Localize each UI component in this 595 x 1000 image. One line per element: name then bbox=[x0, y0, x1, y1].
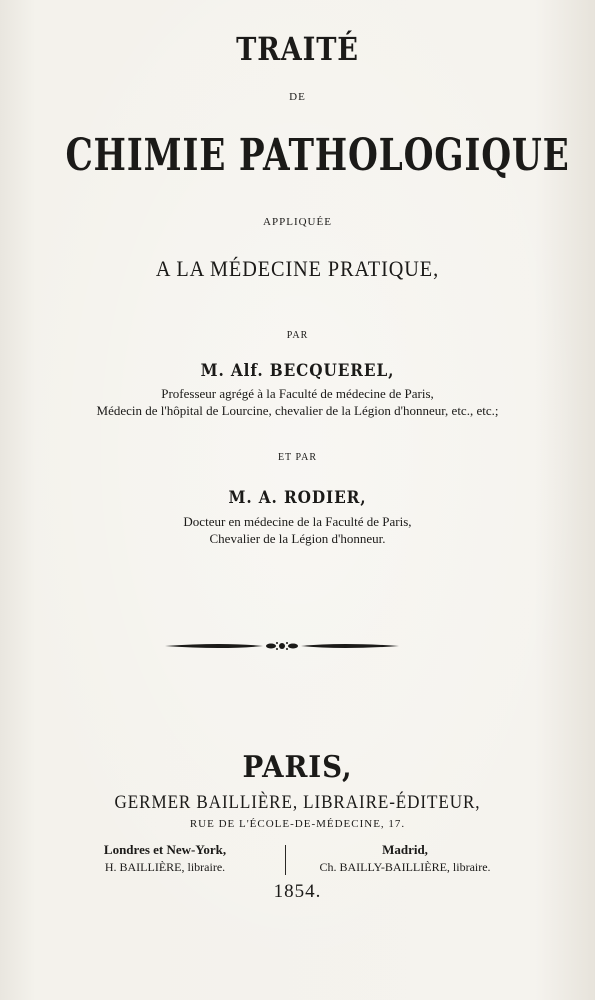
publisher: GERMER BAILLIÈRE, LIBRAIRE-ÉDITEUR, bbox=[114, 792, 481, 813]
publication-year: 1854. bbox=[273, 881, 322, 902]
title-line-chimie-pathologique: CHIMIE PATHOLOGIQUE bbox=[65, 130, 570, 181]
title-line-traite: TRAITÉ bbox=[236, 30, 359, 68]
et-par-label: ET PAR bbox=[277, 452, 318, 463]
branch-divider bbox=[285, 845, 286, 875]
author1-credential-2: Médecin de l'hôpital de Lourcine, chevalier de la Légion d'honneur, etc., etc.; bbox=[96, 403, 499, 418]
author2-name: M. A. RODIER, bbox=[228, 488, 367, 508]
author2-credential-1: Docteur en médecine de la Faculté de Paris, bbox=[183, 514, 412, 529]
branch-madrid-bookseller: Ch. BAILLY-BAILLIÈRE, libraire. bbox=[319, 860, 491, 874]
branch-madrid bbox=[300, 842, 510, 875]
publisher-address: RUE DE L'ÉCOLE-DE-MÉDECINE, 17. bbox=[189, 818, 406, 830]
author1-name: M. Alf. BECQUEREL, bbox=[200, 361, 395, 381]
title-line-de: DE bbox=[289, 91, 306, 103]
imprint-city: PARIS, bbox=[242, 750, 353, 785]
par-label: PAR bbox=[286, 330, 309, 341]
author1-credential-1: Professeur agrégé à la Faculté de médecine de Paris, bbox=[161, 386, 434, 401]
title-line-appliquee: APPLIQUÉE bbox=[263, 216, 332, 228]
ornamental-rule bbox=[163, 638, 401, 654]
author2-credential-2: Chevalier de la Légion d'honneur. bbox=[209, 531, 386, 546]
branch-london bbox=[60, 842, 270, 875]
branch-london-bookseller: H. BAILLIÈRE, libraire. bbox=[104, 860, 226, 874]
branch-london-city: Londres et New-York, bbox=[103, 842, 227, 857]
subtitle: A LA MÉDECINE PRATIQUE, bbox=[155, 256, 440, 281]
branch-madrid-city: Madrid, bbox=[382, 842, 428, 857]
